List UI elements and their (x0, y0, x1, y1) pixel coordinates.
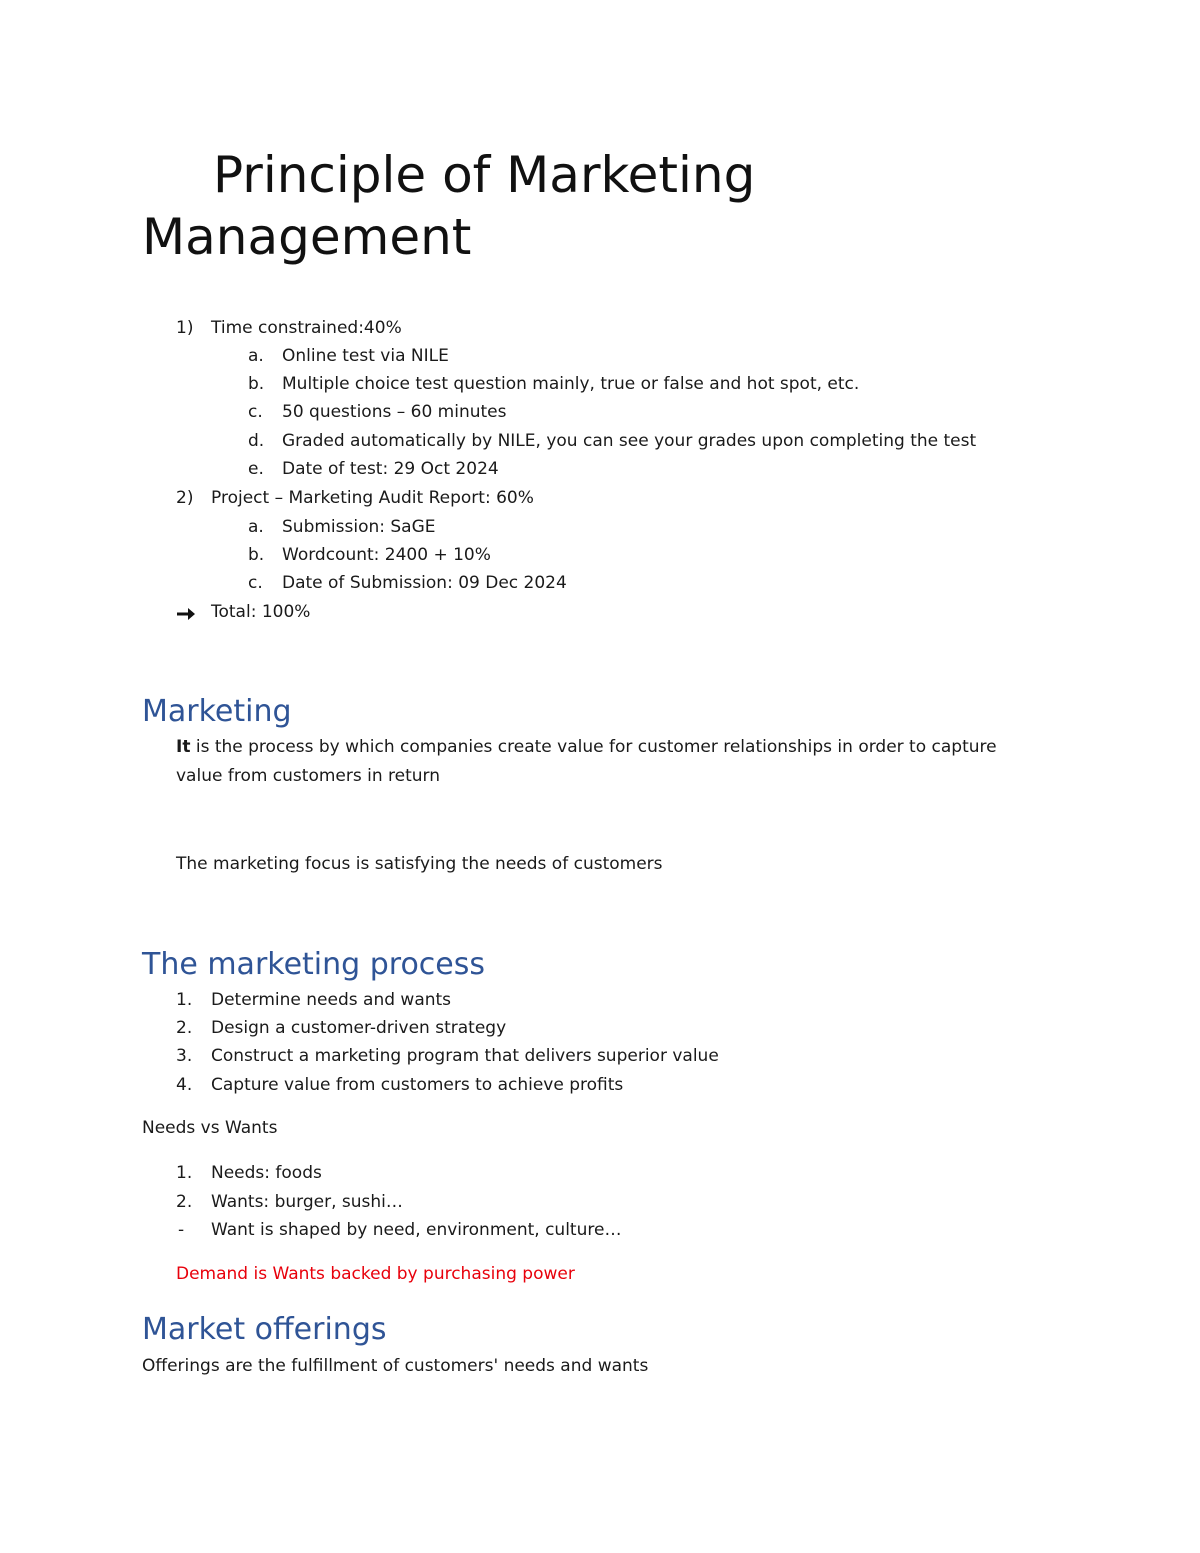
list-marker: b. (248, 545, 265, 565)
list-item: Project – Marketing Audit Report: 60% (211, 488, 534, 508)
list-marker: b. (248, 374, 265, 394)
list-marker: c. (248, 573, 263, 593)
list-marker: a. (248, 346, 264, 366)
list-item: 50 questions – 60 minutes (282, 402, 507, 422)
list-item: Submission: SaGE (282, 517, 436, 537)
list-marker: 1. (176, 990, 193, 1010)
list-item: Date of Submission: 09 Dec 2024 (282, 573, 567, 593)
marketing-definition-line-2: value from customers in return (176, 766, 440, 786)
list-marker: a. (248, 517, 264, 537)
arrow-right-icon (176, 603, 196, 622)
document-title-line-1: Principle of Marketing (213, 146, 756, 204)
list-item: Construct a marketing program that delivers superior value (211, 1046, 719, 1066)
marketing-focus: The marketing focus is satisfying the needs of customers (176, 854, 663, 874)
list-marker: 1. (176, 1163, 193, 1183)
marketing-heading: Marketing (142, 694, 292, 729)
list-marker: 2. (176, 1018, 193, 1038)
list-item: Wordcount: 2400 + 10% (282, 545, 491, 565)
list-marker: - (178, 1220, 185, 1240)
list-marker: d. (248, 431, 265, 451)
definition-bold: It (176, 737, 191, 757)
list-marker: 1) (176, 318, 194, 338)
list-marker: 4. (176, 1075, 193, 1095)
marketing-definition-line-1 (176, 736, 997, 758)
list-marker: 3. (176, 1046, 193, 1066)
list-item: Multiple choice test question mainly, true or false and hot spot, etc. (282, 374, 860, 394)
list-marker: e. (248, 459, 264, 479)
list-item: Needs: foods (211, 1163, 322, 1183)
list-marker: c. (248, 402, 263, 422)
list-item: Date of test: 29 Oct 2024 (282, 459, 499, 479)
list-item: Want is shaped by need, environment, culture… (211, 1220, 622, 1240)
list-item: Design a customer-driven strategy (211, 1018, 507, 1038)
total-text: Total: 100% (211, 602, 311, 622)
list-marker: 2) (176, 488, 194, 508)
list-item: Time constrained:40% (211, 318, 402, 338)
list-item: Graded automatically by NILE, you can see your grades upon completing the test (282, 431, 977, 451)
list-item: Capture value from customers to achieve profits (211, 1075, 624, 1095)
offerings-text: Offerings are the fulfillment of customers' needs and wants (142, 1356, 649, 1376)
list-item: Wants: burger, sushi… (211, 1192, 403, 1212)
offerings-heading: Market offerings (142, 1312, 387, 1347)
demand-note: Demand is Wants backed by purchasing power (176, 1264, 575, 1284)
document-title-line-2: Management (142, 208, 472, 266)
list-item: Online test via NILE (282, 346, 449, 366)
process-heading: The marketing process (142, 947, 486, 982)
list-marker: 2. (176, 1192, 193, 1212)
list-item: Determine needs and wants (211, 990, 452, 1010)
definition-text: is the process by which companies create value for customer relationships in order to capture (190, 737, 997, 757)
needs-vs-wants-label: Needs vs Wants (142, 1118, 278, 1138)
